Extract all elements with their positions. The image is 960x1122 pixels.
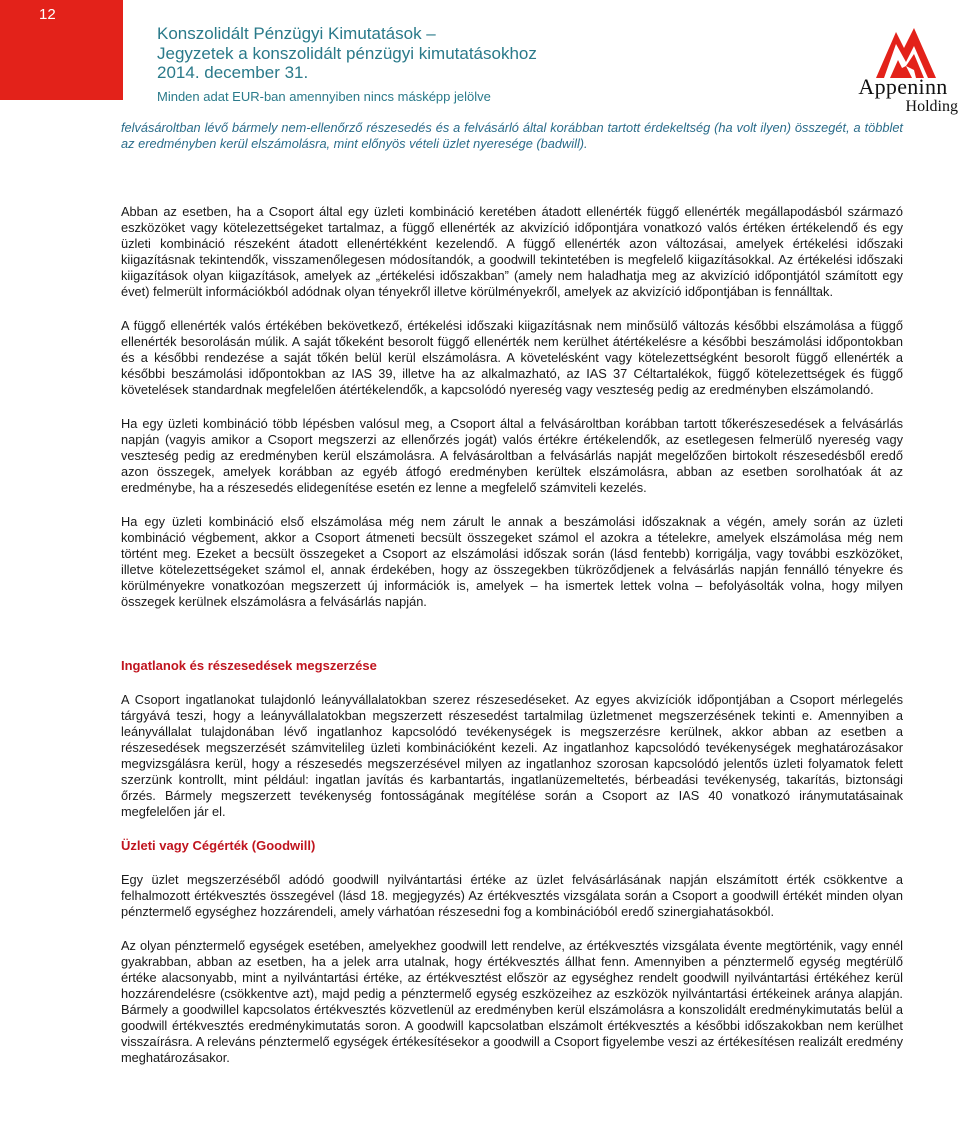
paragraph: Abban az esetben, ha a Csoport által egy üzleti kombináció keretében átadott ellenérték függő ellenérték megállapodásból származó eszközöket vagy kötelezettségeket tartalmaz, a függő ellenérték az akvizíció időpontjára vonatkozó valós értéken értékelendő és egy üzleti kombináció részeként átadott ellenértékként kezelendő. A függő ellenérték azon változásai, amelyek értékelési időszaki kiigazításnak tekintendők, visszamenőlegesen módosítandók, a goodwill tekintetében is megfelelő kiigazításokkal. Az értékelési időszaki kiigazítások olyan kiigazítások, amelyek az „értékelési időszakban” (amely nem haladhatja meg az akvizíció időpontjától számított egy évet) felmerült információkból adódnak olyan tényekről illetve körülményekről, amelyek az akvizíció időpontjában is fennálltak. xyxy=(121,204,903,299)
paragraph: Az olyan pénztermelő egységek esetében, amelyekhez goodwill lett rendelve, az értékvesztés vizsgálata évente megtörténik, vagy ennél gyakrabban, abban az esetben, ha a jelek arra utalnak, hogy értékvesztés állhat fenn. Amennyiben a pénztermelő egység megtérülő értéke alacsonyabb, mint a nyilvántartási értéke, az értékvesztést először az egységhez rendelt goodwill nyilvántartási értékéhez kerül hozzárendelésre (csökkentve azt), majd pedig a pénztermelő egység eszközeihez az eszközök nyilvántartási értékeinek aránya alapján. Bármely a goodwillel kapcsolatos értékvesztés közvetlenül az eredményben kerül elszámolásra a konszolidált eredménykimutatás belül a goodwill értékvesztés eredménykimutatás soron. A goodwill kapcsolatban elszámolt értékvesztés a későbbi időszakokban nem kerülhet visszaírásra. A releváns pénztermelő egységek értékesítésekor a goodwill a Csoport figyelembe veszi az értékesítésen realizált eredmény meghatározásakor. xyxy=(121,938,903,1065)
header-title-line-2: Jegyzetek a konszolidált pénzügyi kimutatásokhoz xyxy=(157,43,537,63)
appeninn-mountain-logo-icon xyxy=(876,26,936,78)
header-date: 2014. december 31. xyxy=(157,63,309,82)
document-header xyxy=(157,24,537,105)
main-content xyxy=(121,204,903,1084)
page-number-box xyxy=(0,0,123,100)
intro-paragraph: felvásároltban lévő bármely nem-ellenőrző részesedés és a felvásárló által korábban tartott érdekeltség (ha volt ilyen) összegét, a többlet az eredményben kerül elszámolásra, mint előnyös vételi üzlet nyeresége (badwill). xyxy=(121,120,903,151)
page-number: 12 xyxy=(39,6,56,23)
paragraph: Egy üzlet megszerzéséből adódó goodwill nyilvántartási értéke az üzlet felvásárlásának napján elszámított érték csökkentve a felhalmozott értékvesztés összegével (lásd 18. megjegyzés) Az értékvesztés vizsgálata során a Csoport a goodwill értékét minden olyan pénztermelő egységhez hozzárendeli, amely várhatóan részesedni fog a kombinációból eredő szinergiahatásokból. xyxy=(121,872,903,919)
header-title-line-1: Konszolidált Pénzügyi Kimutatások – xyxy=(157,24,436,43)
company-logo xyxy=(846,26,960,122)
paragraph: A Csoport ingatlanokat tulajdonló leányvállalatokban szerez részesedéseket. Az egyes akvizíciók időpontjában a Csoport mérlegelés tárgyává teszi, hogy a leányvállalatokban megszerzett részesedést tartalmilag üzletmenet megszerzésének tekinti e. Amennyiben a leányvállalat tulajdonában lévő ingatlanhoz kapcsolódó tevékenységek is megszerzésre kerülnek, akkor abban az esetben a részesedések megszerzését számvitelileg üzleti kombinációként kezeli. Az ingatlanhoz kapcsolódó tevékenységek meghatározásakor megvizsgálásra kerül, hogy a részesedés megszerzésével milyen az ingatlanhoz szorosan kapcsolódó jelentős üzleti folyamatok felett szerzünk kontrollt, mint például: ingatlan javítás és karbantartás, ingatlanüzemeltetés, bérbeadási tevékenység, takarítás, biztonsági őrzés. Bármely megszerzett tevékenység fontosságának megítélése során a Csoport az IAS 40 vonatkozó iránymutatásainak megfelelően jár el. xyxy=(121,692,903,819)
logo-name: Appeninn xyxy=(858,74,948,99)
section-heading-goodwill: Üzleti vagy Cégérték (Goodwill) xyxy=(121,838,316,853)
paragraph: Ha egy üzleti kombináció első elszámolása még nem zárult le annak a beszámolási időszaknak a végén, amely során az üzleti kombináció végbement, akkor a Csoport átmeneti becsült összegeket számol el azokra a tételekre, amelyek elszámolása még nem történt meg. Ezeket a becsült összegeket a Csoport az elszámolási időszak során (lásd fentebb) korrigálja, vagy további eszközöket, illetve kötelezettségeket számol el, annak érdekében, hogy az összegekben tükröződjenek a felvásárlás napján fennálló tényekre és körülményekre vonatkozóan megszerzett új információk is, amelyek – ha ismertek lettek volna – befolyásolták volna, hogy milyen összegek kerülnek elszámolásra a felvásárlás napján. xyxy=(121,514,903,609)
section-heading-real-estate: Ingatlanok és részesedések megszerzése xyxy=(121,658,377,673)
paragraph: A függő ellenérték valós értékében bekövetkező, értékelési időszaki kiigazításnak nem minősülő változás későbbi elszámolása a függő ellenérték besorolásán múlik. A saját tőkeként besorolt függő ellenérték nem kerülhet átértékelésre a későbbi beszámolási időpontokban és a későbbi rendezése a saját tőkén belül kerül elszámolásra. A követelésként vagy kötelezettségként besorolt függő ellenérték a későbbi beszámolási időpontokban az IAS 39, illetve ha az alkalmazható, az IAS 37 Céltartalékok, függő kötelezettségek és függő követelések standardnak megfelelően átértékelendők, a kapcsolódó nyereség vagy veszteség pedig az eredményben elszámolandó. xyxy=(121,318,903,397)
header-currency-note: Minden adat EUR-ban amennyiben nincs másképp jelölve xyxy=(157,88,491,104)
logo-subtitle: Holding xyxy=(905,98,958,115)
paragraph: Ha egy üzleti kombináció több lépésben valósul meg, a Csoport által a felvásároltban korábban tartott tőkerészesedések a felvásárlás napján (vagyis amikor a Csoport megszerzi az ellenőrzés jogát) valós értékre értékelendők, az esetlegesen felmerülő nyereség vagy veszteség pedig az eredményben kerül elszámolásra. A felvásároltban a felvásárlás napját megelőzően birtokolt részesedésből eredő azon összegek, amelyek korábban az egyéb átfogó eredményben kerültek elszámolásra, abban az esetben sorolhatóak át az eredménybe, ha a részesedés elidegenítése esetén ez lenne a megfelelő számviteli kezelés. xyxy=(121,416,903,495)
